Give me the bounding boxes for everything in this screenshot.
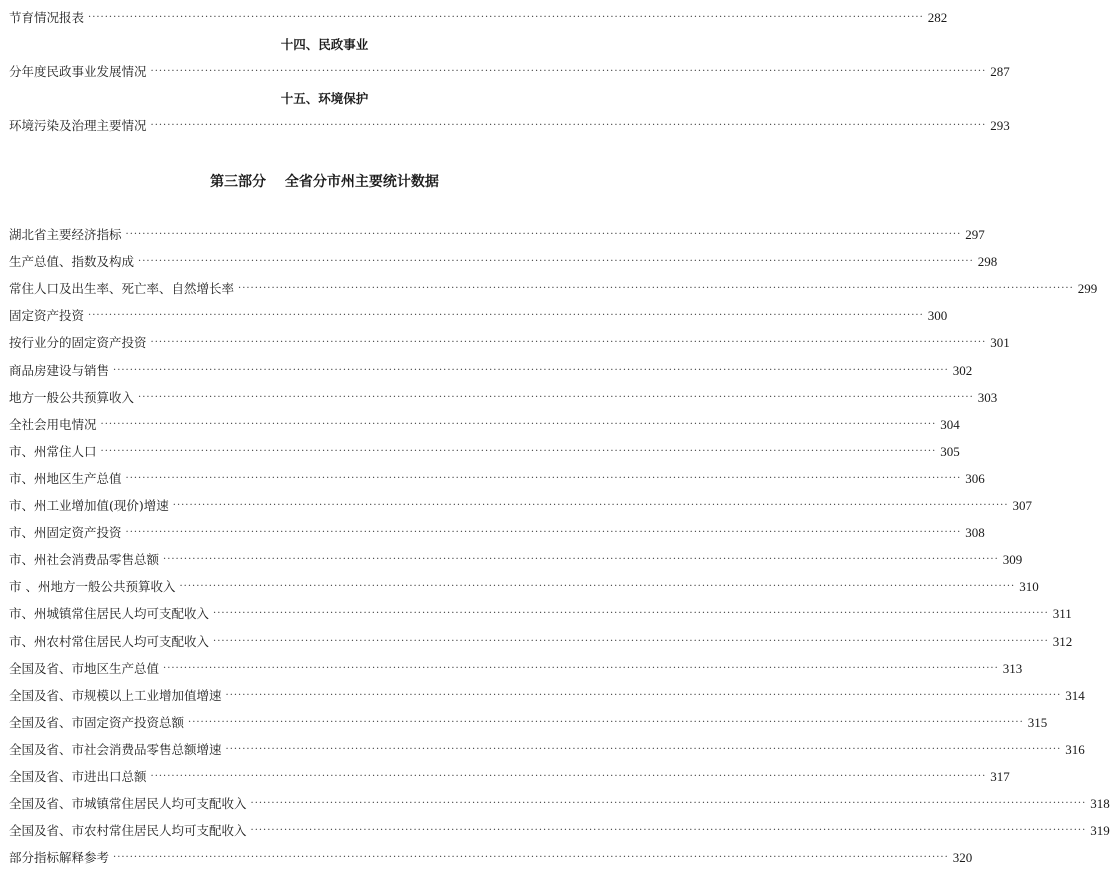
toc-entry-title: 全国及省、市进出口总额: [9, 769, 147, 784]
toc-entry-page: 309: [1002, 552, 1023, 568]
toc-leader-dots: ········································································································································································································: [188, 716, 1024, 728]
toc-leader-dots: ········································································································································································································: [113, 364, 949, 376]
toc-entry[interactable]: [9, 8, 948, 28]
toc-entry[interactable]: [9, 686, 1085, 706]
toc-entry-title: 市、州固定资产投资: [9, 525, 122, 541]
toc-entry[interactable]: [9, 252, 998, 272]
toc-entry[interactable]: [9, 361, 973, 381]
toc-entry-title: 市、州农村常住居民人均可支配收入: [9, 633, 210, 649]
toc-leader-dots: ········································································································································································································: [88, 310, 924, 322]
toc-entry-title: 常住人口及出生率、死亡率、自然增长率: [9, 281, 235, 297]
toc-leader-dots: ········································································································································································································: [150, 120, 987, 131]
toc-entry-page: 317: [990, 769, 1010, 784]
toc-leader-dots: ········································································································································································································: [150, 337, 987, 349]
toc-entry-title: 市、州地区生产总值: [9, 470, 122, 486]
toc-entry-page: 304: [940, 416, 960, 432]
toc-entry-page: 305: [940, 443, 960, 459]
toc-entry-title: 生产总值、指数及构成: [9, 254, 135, 270]
toc-leader-dots: ········································································································································································································: [179, 581, 1016, 593]
toc-entry-title: 节育情况报表: [9, 10, 85, 25]
toc-entry-title: 按行业分的固定资产投资: [9, 335, 147, 351]
toc-entry-title: 地方一般公共预算收入: [9, 389, 135, 405]
toc-leader-dots: ········································································································································································································: [100, 445, 937, 457]
part-3-heading: 第三部分 全省分市州主要统计数据: [210, 174, 439, 190]
toc-entry-page: 298: [977, 254, 998, 270]
toc-entry-title: 全国及省、市固定资产投资总额: [9, 714, 185, 730]
toc-entry-page: 306: [965, 470, 985, 486]
toc-entry-title: 全国及省、市社会消费品零售总额增速: [9, 741, 222, 757]
toc-entry-page: 316: [1065, 741, 1085, 757]
toc-entry-page: 310: [1019, 579, 1039, 595]
section-heading-14: 十四、民政事业: [280, 37, 369, 52]
toc-entry[interactable]: [9, 794, 1110, 814]
toc-entry[interactable]: [9, 848, 973, 868]
section-heading-15: 十五、环境保护: [280, 91, 369, 106]
toc-entry-page: 301: [990, 335, 1010, 351]
toc-entry-page: 312: [1052, 633, 1073, 649]
toc-entry[interactable]: [9, 388, 998, 408]
toc-entry[interactable]: [9, 713, 1048, 733]
toc-leader-dots: ········································································································································································································: [88, 12, 924, 23]
toc-entry[interactable]: [9, 821, 1110, 841]
toc-entry-title: 全社会用电情况: [9, 416, 97, 432]
toc-entry[interactable]: [9, 550, 1023, 570]
toc-entry[interactable]: [9, 632, 1073, 652]
toc-entry-title: 环境污染及治理主要情况: [9, 118, 147, 133]
toc-leader-dots: ········································································································································································································: [172, 500, 1009, 511]
toc-entry-title: 部分指标解释参考: [9, 850, 110, 866]
toc-entry-page: 297: [965, 227, 985, 242]
toc-entry-title: 全国及省、市地区生产总值: [9, 660, 160, 676]
toc-leader-dots: ········································································································································································································: [163, 662, 999, 674]
toc-leader-dots: ········································································································································································································: [125, 472, 962, 484]
toc-leader-dots: ········································································································································································································: [125, 527, 962, 539]
toc-leader-dots: ········································································································································································································: [163, 554, 999, 566]
toc-entry[interactable]: [9, 116, 1010, 136]
toc-leader-dots: ········································································································································································································: [150, 66, 987, 77]
toc-entry-page: 311: [1052, 606, 1072, 622]
toc-entry-title: 市、州城镇常住居民人均可支配收入: [9, 606, 210, 622]
toc-entry-page: 313: [1002, 660, 1023, 676]
toc-entry-page: 303: [977, 389, 998, 405]
toc-entry[interactable]: [9, 496, 1033, 516]
toc-entry[interactable]: [9, 469, 985, 489]
toc-entry-title: 商品房建设与销售: [9, 362, 110, 378]
toc-entry[interactable]: [9, 523, 985, 543]
toc-entry-title: 湖北省主要经济指标: [9, 227, 122, 242]
toc-entry-title: 全国及省、市农村常住居民人均可支配收入: [9, 823, 247, 839]
toc-leader-dots: ········································································································································································································: [213, 608, 1049, 620]
toc-leader-dots: ········································································································································································································: [138, 391, 974, 403]
toc-leader-dots: ········································································································································································································: [238, 283, 1074, 295]
toc-entry-page: 293: [990, 118, 1010, 133]
toc-leader-dots: ········································································································································································································: [113, 852, 949, 864]
toc-entry[interactable]: [9, 442, 960, 462]
toc-entry-title: 市、州常住人口: [9, 443, 97, 459]
toc-entry-page: 287: [990, 64, 1010, 79]
toc-entry-title: 全国及省、市规模以上工业增加值增速: [9, 687, 222, 703]
toc-entry-page: 299: [1077, 281, 1098, 297]
toc-entry-page: 315: [1027, 714, 1048, 730]
toc-entry-page: 307: [1012, 498, 1033, 513]
toc-entry-page: 320: [952, 850, 973, 866]
toc-entry-page: 300: [927, 308, 948, 324]
toc-entry[interactable]: [9, 740, 1085, 760]
toc-leader-dots: ········································································································································································································: [250, 825, 1087, 837]
toc-entry[interactable]: [9, 415, 960, 435]
toc-entry-title: 全国及省、市城镇常住居民人均可支配收入: [9, 796, 247, 812]
toc-entry[interactable]: [9, 333, 1010, 353]
toc-entry-page: 308: [965, 525, 985, 541]
toc-entry[interactable]: [9, 577, 1039, 597]
toc-entry-page: 302: [952, 362, 973, 378]
toc-leader-dots: ········································································································································································································: [125, 229, 962, 240]
toc-entry-title: 分年度民政事业发展情况: [9, 64, 147, 79]
toc-entry-title: 固定资产投资: [9, 308, 85, 324]
toc-entry[interactable]: [9, 306, 948, 326]
toc-entry-page: 314: [1065, 687, 1085, 703]
toc-entry-page: 318: [1090, 796, 1110, 812]
toc-entry[interactable]: [9, 659, 1023, 679]
toc-entry-title: 市 、州地方一般公共预算收入: [9, 579, 176, 595]
toc-entry[interactable]: [9, 279, 1098, 299]
toc-leader-dots: ········································································································································································································: [138, 256, 974, 268]
toc-entry[interactable]: [9, 767, 1010, 787]
toc-leader-dots: ········································································································································································································: [250, 798, 1087, 810]
toc-leader-dots: ········································································································································································································: [225, 689, 1062, 701]
toc-entry-page: 319: [1090, 823, 1110, 839]
toc-leader-dots: ········································································································································································································: [100, 418, 937, 430]
toc-entry[interactable]: [9, 62, 1010, 82]
toc-entry-title: 市、州社会消费品零售总额: [9, 552, 160, 568]
toc-leader-dots: ········································································································································································································: [213, 635, 1049, 647]
toc-entry-page: 282: [927, 10, 948, 25]
toc-entry[interactable]: [9, 225, 985, 245]
toc-entry-title: 市、州工业增加值(现价)增速: [9, 498, 169, 513]
toc-leader-dots: ········································································································································································································: [150, 771, 987, 782]
toc-leader-dots: ········································································································································································································: [225, 743, 1062, 755]
toc-entry[interactable]: [9, 604, 1072, 624]
